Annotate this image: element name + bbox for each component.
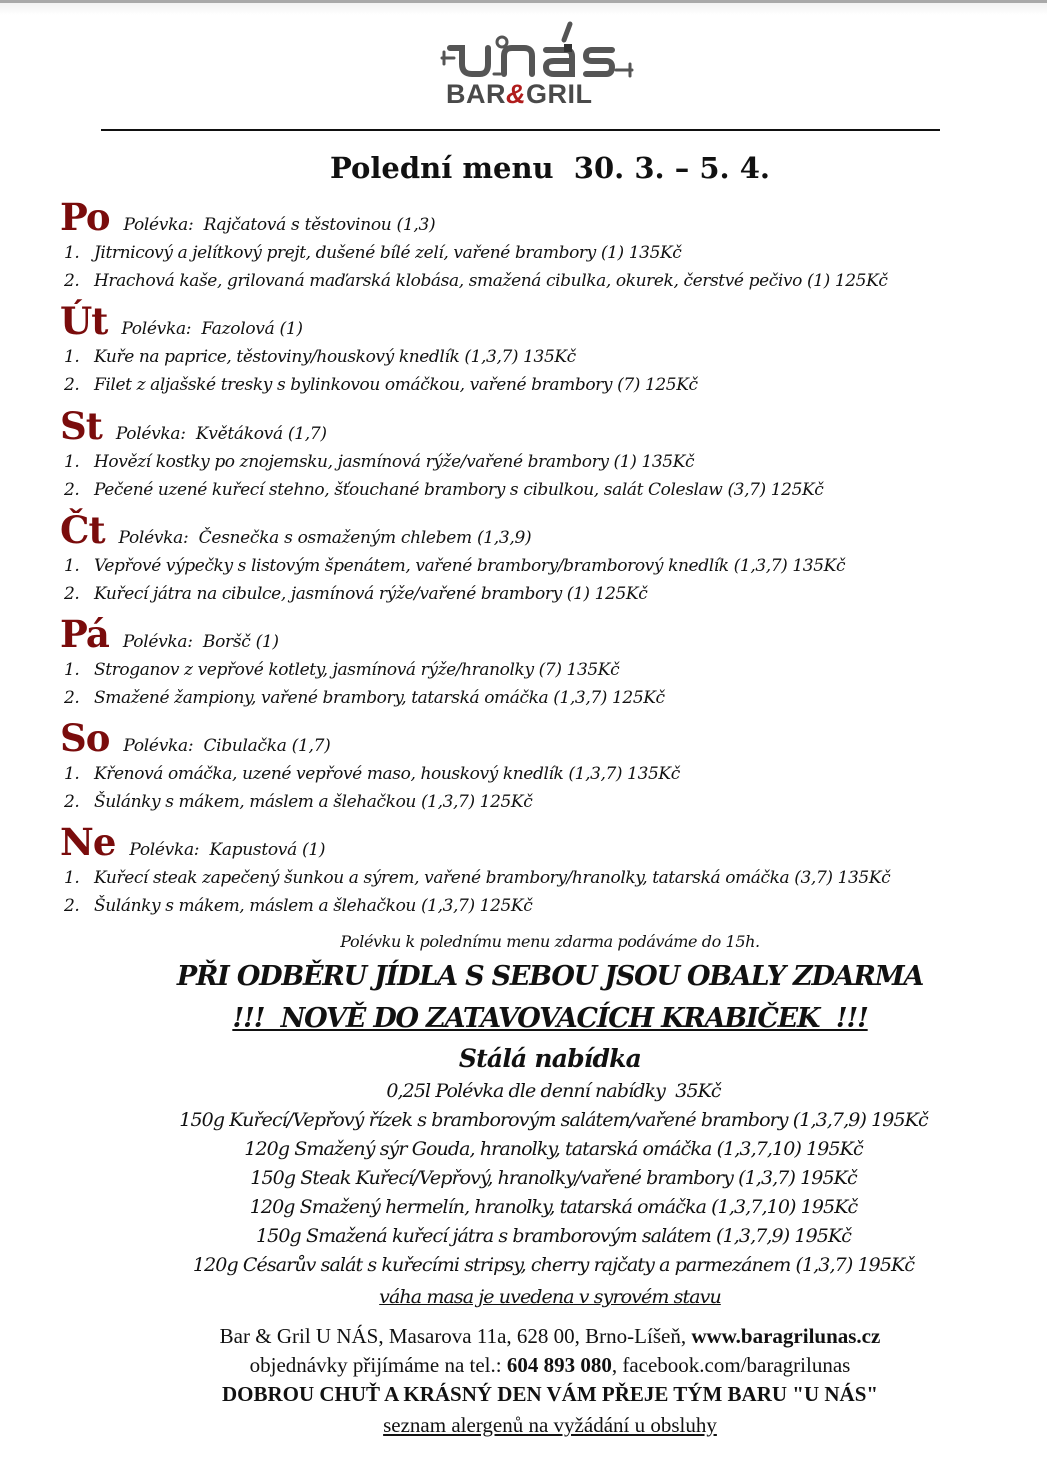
- day-section-st: [60, 404, 1040, 504]
- dish-item: [60, 684, 1040, 712]
- page-title: Polední menu 30. 3. – 5. 4.: [330, 151, 770, 185]
- dish-text: Šulánky s mákem, máslem a šlehačkou (1,3,7) 125Kč: [94, 896, 533, 916]
- dish-number: 1.: [64, 452, 80, 472]
- dish-number: 2.: [64, 480, 80, 500]
- day-label: So: [60, 716, 110, 760]
- dish-text: Hovězí kostky po znojemsku, jasmínová rýže/vařené brambory (1) 135Kč: [94, 452, 695, 472]
- day-label: Po: [60, 195, 110, 239]
- logo-subtitle: [446, 80, 666, 108]
- takeaway-notice: PŘI ODBĚRU JÍDLA S SEBOU JSOU OBALY ZDARMA: [176, 961, 924, 992]
- dish-number: 2.: [64, 688, 80, 708]
- dish-text: Křenová omáčka, uzené vepřové maso, houskový knedlík (1,3,7) 135Kč: [94, 764, 680, 784]
- dish-item: [60, 864, 1040, 892]
- logo-script-icon: [436, 18, 666, 80]
- logo-bar-text: BAR: [446, 79, 506, 109]
- dish-text: Smažené žampiony, vařené brambory, tatarská omáčka (1,3,7) 125Kč: [94, 688, 665, 708]
- footer: [0, 1322, 1047, 1440]
- logo: [436, 18, 666, 110]
- standing-offer-list: [0, 1077, 1047, 1280]
- soup-name: Kapustová (1): [209, 840, 326, 860]
- facebook-link[interactable]: , facebook.com/baragrilunas: [611, 1353, 851, 1377]
- weight-note-text: váha masa je uvedena v syrovém stavu: [379, 1286, 721, 1308]
- standing-offer-item: 150g Smažená kuřecí játra s bramborovým salátem (1,3,7,9) 195Kč: [255, 1225, 851, 1247]
- logo-amp-text: &: [506, 79, 526, 109]
- allergens-note: seznam alergenů na vyžádání u obsluhy: [383, 1413, 717, 1437]
- soup-prefix: Polévka:: [122, 632, 203, 652]
- weight-note: [0, 1283, 1047, 1311]
- soup-line: [129, 840, 325, 860]
- dish-text: Vepřové výpečky s listovým špenátem, vařené brambory/bramborový knedlík (1,3,7) 135Kč: [94, 556, 846, 576]
- dish-number: 2.: [64, 375, 80, 395]
- dish-item: [60, 580, 1040, 608]
- soup-name: Rajčatová s těstovinou (1,3): [203, 215, 436, 235]
- day-header: [60, 612, 1040, 656]
- dish-text: Filet z aljašské tresky s bylinkovou omáčkou, vařené brambory (7) 125Kč: [94, 375, 698, 395]
- standing-offer-item: 120g Césarův salát s kuřecími stripsy, cherry rajčaty a parmezánem (1,3,7) 195Kč: [192, 1254, 915, 1276]
- standing-offer-item: 120g Smažený hermelín, hranolky, tatarská omáčka (1,3,7,10) 195Kč: [249, 1196, 858, 1218]
- dish-item: [60, 448, 1040, 476]
- day-header: [60, 508, 1040, 552]
- soup-line: [123, 736, 330, 756]
- soup-prefix: Polévka:: [118, 528, 199, 548]
- dish-text: Kuřecí steak zapečený šunkou a sýrem, vařené brambory/hranolky, tatarská omáčka (3,7) 135Kč: [94, 868, 891, 888]
- soup-name: Boršč (1): [202, 632, 279, 652]
- dish-item: [60, 371, 1040, 399]
- dish-item: [60, 656, 1040, 684]
- dish-item: [60, 760, 1040, 788]
- day-label: Čt: [60, 508, 105, 552]
- day-header: [60, 716, 1040, 760]
- day-section-so: [60, 716, 1040, 816]
- dish-number: 2.: [64, 271, 80, 291]
- header-separator: [101, 129, 940, 131]
- footer-allergens-line: [0, 1411, 1047, 1440]
- dish-text: Kuře na paprice, těstoviny/houskový knedlík (1,3,7) 135Kč: [94, 347, 576, 367]
- dish-item: [60, 239, 1040, 267]
- dish-text: Kuřecí játra na cibulce, jasmínová rýže/vařené brambory (1) 125Kč: [94, 584, 648, 604]
- free-soup-notice: Polévku k polednímu menu zdarma podáváme do 15h.: [340, 932, 760, 951]
- soup-line: [124, 215, 436, 235]
- standing-offer-title: Stálá nabídka: [458, 1044, 642, 1073]
- day-header: [60, 299, 1040, 343]
- day-section-po: [60, 195, 1040, 295]
- soup-name: Fazolová (1): [201, 319, 303, 339]
- dish-item: [60, 552, 1040, 580]
- dish-text: Jitrnicový a jelítkový prejt, dušené bílé zelí, vařené brambory (1) 135Kč: [94, 243, 682, 263]
- day-header: [60, 820, 1040, 864]
- soup-line: [119, 528, 532, 548]
- dish-number: 1.: [64, 243, 80, 263]
- dish-number: 2.: [64, 896, 80, 916]
- dish-number: 1.: [64, 347, 80, 367]
- dish-number: 1.: [64, 556, 80, 576]
- day-label: Ne: [60, 820, 116, 864]
- day-section-pa: [60, 612, 1040, 712]
- footer-greeting: DOBROU CHUŤ A KRÁSNÝ DEN VÁM PŘEJE TÝM BARU "U NÁS": [221, 1382, 879, 1406]
- standing-offer-item: 120g Smažený sýr Gouda, hranolky, tatarská omáčka (1,3,7,10) 195Kč: [244, 1138, 863, 1160]
- day-header: [60, 404, 1040, 448]
- soup-prefix: Polévka:: [123, 736, 204, 756]
- soup-prefix: Polévka:: [115, 424, 196, 444]
- soup-line: [121, 319, 302, 339]
- address-text: Bar & Gril U NÁS, Masarova 11a, 628 00, Brno-Líšeň,: [219, 1324, 692, 1348]
- day-label: Pá: [60, 612, 109, 656]
- standing-offer-item: 0,25l Polévka dle denní nabídky 35Kč: [386, 1080, 721, 1102]
- dish-number: 1.: [64, 764, 80, 784]
- top-shade: [0, 3, 1047, 15]
- dish-text: Hrachová kaše, grilovaná maďarská klobása, smažená cibulka, okurek, čerstvé pečivo (1) 125Kč: [94, 271, 888, 291]
- dish-item: [60, 476, 1040, 504]
- footer-orders-line: [0, 1351, 1047, 1380]
- dish-number: 2.: [64, 792, 80, 812]
- dish-number: 1.: [64, 868, 80, 888]
- day-header: [60, 195, 1040, 239]
- dish-item: [60, 267, 1040, 295]
- soup-line: [116, 424, 327, 444]
- standing-offer-item: 150g Steak Kuřecí/Vepřový, hranolky/vařené brambory (1,3,7) 195Kč: [250, 1167, 857, 1189]
- soup-name: Cibulačka (1,7): [203, 736, 331, 756]
- soup-prefix: Polévka:: [129, 840, 210, 860]
- soup-name: Česnečka s osmaženým chlebem (1,3,9): [198, 528, 532, 548]
- day-section-ct: [60, 508, 1040, 608]
- day-section-ne: [60, 820, 1040, 920]
- day-section-ut: [60, 299, 1040, 399]
- dish-text: Šulánky s mákem, máslem a šlehačkou (1,3,7) 125Kč: [94, 792, 533, 812]
- day-label: St: [60, 404, 102, 448]
- dish-text: Stroganov z vepřové kotlety, jasmínová rýže/hranolky (7) 135Kč: [94, 660, 620, 680]
- dish-item: [60, 788, 1040, 816]
- logo-gril-text: GRIL: [526, 79, 593, 109]
- website-link[interactable]: www.baragrilunas.cz: [691, 1324, 881, 1348]
- soup-name: Květáková (1,7): [195, 424, 327, 444]
- soup-line: [123, 632, 279, 652]
- phone-number[interactable]: 604 893 080: [506, 1353, 612, 1377]
- dish-text: Pečené uzené kuřecí stehno, šťouchané brambory s cibulkou, salát Coleslaw (3,7) 125Kč: [94, 480, 824, 500]
- orders-prefix: objednávky přijímáme na tel.:: [249, 1353, 507, 1377]
- footer-address-line: [0, 1322, 1047, 1351]
- soup-prefix: Polévka:: [121, 319, 202, 339]
- dish-number: 2.: [64, 584, 80, 604]
- standing-offer-item: 150g Kuřecí/Vepřový řízek s bramborovým salátem/vařené brambory (1,3,7,9) 195Kč: [179, 1109, 928, 1131]
- soup-prefix: Polévka:: [123, 215, 204, 235]
- dish-item: [60, 892, 1040, 920]
- day-label: Út: [60, 299, 108, 343]
- new-boxes-notice: !!! NOVĚ DO ZATAVOVACÍCH KRABIČEK !!!: [232, 1003, 868, 1034]
- dish-item: [60, 343, 1040, 371]
- dish-number: 1.: [64, 660, 80, 680]
